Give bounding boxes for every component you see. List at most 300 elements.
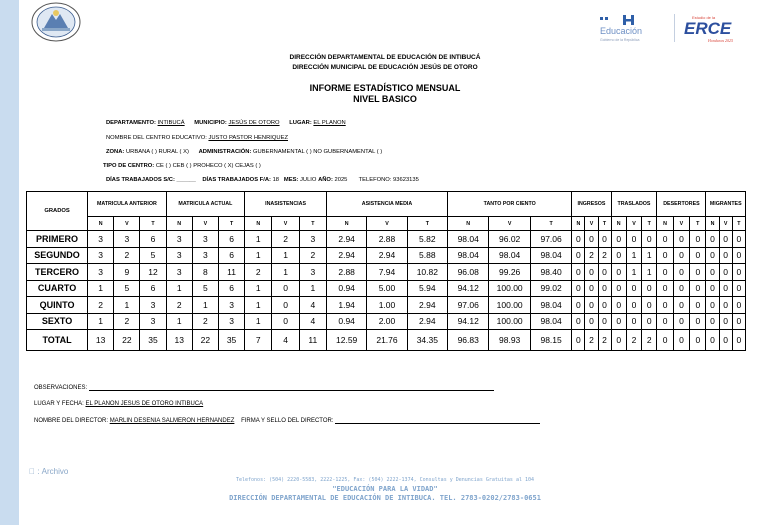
erce-logo-top: Estudio de la: [692, 15, 716, 20]
value-cell: 99.26: [489, 264, 530, 281]
value-cell: 0: [642, 231, 657, 248]
value-cell: 1: [166, 280, 192, 297]
value-cell: 0: [272, 280, 299, 297]
value-cell: 0.94: [326, 313, 366, 330]
erce-logo-text: ERCE: [684, 19, 732, 38]
value-cell: 12: [140, 264, 166, 281]
subcol-header: T: [598, 217, 611, 231]
value-cell: 0: [572, 280, 585, 297]
value-cell: 22: [114, 330, 140, 351]
grado-cell: TERCERO: [27, 264, 88, 281]
value-cell: 98.04: [530, 247, 571, 264]
value-cell: 0: [598, 264, 611, 281]
firma-line: [335, 417, 540, 424]
value-cell: 0: [585, 264, 598, 281]
value-cell: 0: [611, 297, 626, 314]
value-cell: 0: [706, 330, 719, 351]
value-cell: 0: [611, 280, 626, 297]
value-cell: 5.00: [367, 280, 407, 297]
value-cell: 2: [626, 330, 641, 351]
group-header: TRASLADOS: [611, 192, 657, 217]
value-cell: 0: [732, 313, 745, 330]
value-cell: 0: [690, 280, 706, 297]
footer-address: DIRECCIÓN DEPARTAMENTAL DE EDUCACIÓN DE INTIBUCA. TEL. 2783-0202/2783-0651: [229, 494, 541, 502]
subcol-header: T: [732, 217, 745, 231]
value-cell: 3: [88, 231, 114, 248]
value-cell: 2.88: [326, 264, 366, 281]
administracion-label: ADMINISTRACIÓN:: [198, 149, 252, 155]
value-cell: 2.94: [326, 247, 366, 264]
subcol-header: T: [530, 217, 571, 231]
table-body: [27, 231, 746, 351]
value-cell: 0: [585, 231, 598, 248]
mes-value: JULIO: [300, 177, 317, 183]
subcol-header: T: [642, 217, 657, 231]
table-header-subcols: [27, 217, 746, 231]
lugar-fecha-value: EL PLANON JESUS DE OTORO INTIBUCA: [85, 401, 204, 407]
table-row: [27, 264, 746, 281]
centro-label: NOMBRE DEL CENTRO EDUCATIVO:: [106, 135, 207, 141]
value-cell: 7.94: [367, 264, 407, 281]
value-cell: 12.59: [326, 330, 366, 351]
value-cell: 0: [732, 264, 745, 281]
value-cell: 100.00: [489, 280, 530, 297]
subcol-header: V: [489, 217, 530, 231]
subcol-header: V: [626, 217, 641, 231]
centro-value: JUSTO PASTOR HENRIQUEZ: [208, 135, 288, 141]
value-cell: 0: [585, 280, 598, 297]
value-cell: 0: [585, 297, 598, 314]
value-cell: 98.93: [489, 330, 530, 351]
value-cell: 0: [719, 330, 732, 351]
value-cell: 6: [140, 280, 166, 297]
archivo-label: : Archivo: [29, 467, 60, 476]
educacion-logo-subtext: Gobierno de la República: [600, 38, 640, 42]
value-cell: 21.76: [367, 330, 407, 351]
value-cell: 0: [706, 313, 719, 330]
value-cell: 0: [732, 330, 745, 351]
anio-label: AÑO:: [318, 177, 333, 183]
value-cell: 0: [572, 330, 585, 351]
value-cell: 0: [626, 280, 641, 297]
value-cell: 2: [598, 247, 611, 264]
report-title-block: [200, 83, 570, 105]
subcol-header: V: [272, 217, 299, 231]
grado-cell: PRIMERO: [27, 231, 88, 248]
value-cell: 1: [245, 297, 272, 314]
header-logos: [598, 12, 748, 44]
value-cell: 1: [642, 247, 657, 264]
table-row: [27, 280, 746, 297]
value-cell: 5: [140, 247, 166, 264]
grados-header: GRADOS: [27, 192, 88, 231]
value-cell: 0: [719, 247, 732, 264]
footer-phones: Telefonos: (504) 2220-5583, 2222-1225, Fax: (504) 2222-1374, Consultas y Denuncias Gratuitas al 104: [235, 477, 534, 483]
value-cell: 9: [114, 264, 140, 281]
value-cell: 0: [657, 313, 673, 330]
table-row: [27, 297, 746, 314]
director-row: [34, 417, 540, 424]
value-cell: 0: [657, 280, 673, 297]
subcol-header: V: [673, 217, 689, 231]
educacion-logo-text: Educación: [600, 26, 643, 36]
value-cell: 0: [657, 247, 673, 264]
value-cell: 1: [192, 297, 218, 314]
value-cell: 2: [299, 247, 326, 264]
group-header: INGRESOS: [572, 192, 611, 217]
value-cell: 3: [166, 264, 192, 281]
observaciones-row: [34, 384, 494, 391]
value-cell: 0: [673, 330, 689, 351]
value-cell: 0: [673, 313, 689, 330]
value-cell: 0: [673, 297, 689, 314]
dias-fa-value: 18: [272, 177, 280, 183]
grado-cell: SEGUNDO: [27, 247, 88, 264]
value-cell: 1: [626, 264, 641, 281]
value-cell: 0: [690, 313, 706, 330]
value-cell: 2.88: [367, 231, 407, 248]
subcol-header: T: [218, 217, 244, 231]
value-cell: 35: [140, 330, 166, 351]
value-cell: 1: [642, 264, 657, 281]
value-cell: 0: [732, 280, 745, 297]
subcol-header: N: [166, 217, 192, 231]
value-cell: 5.94: [407, 280, 447, 297]
value-cell: 11: [218, 264, 244, 281]
value-cell: 1: [114, 297, 140, 314]
header-line-2: DIRECCIÓN MUNICIPAL DE EDUCACIÓN JESÚS DE OTORO: [292, 64, 478, 71]
value-cell: 0: [642, 280, 657, 297]
value-cell: 2: [585, 330, 598, 351]
value-cell: 13: [88, 330, 114, 351]
value-cell: 96.83: [448, 330, 489, 351]
value-cell: 0: [572, 264, 585, 281]
value-cell: 3: [88, 247, 114, 264]
tipo-centro-value: CE ( ) CEB ( ) PROHECO ( X) CEJAS ( ): [155, 163, 261, 169]
value-cell: 0: [611, 313, 626, 330]
value-cell: 0: [572, 297, 585, 314]
value-cell: 2: [166, 297, 192, 314]
info-row-centro: [106, 135, 288, 141]
value-cell: 0: [719, 313, 732, 330]
value-cell: 0: [598, 297, 611, 314]
dias-fa-label: DÍAS TRABAJADOS F/A:: [202, 177, 271, 183]
value-cell: 3: [299, 231, 326, 248]
value-cell: 0: [657, 330, 673, 351]
value-cell: 0: [657, 231, 673, 248]
value-cell: 0: [732, 297, 745, 314]
municipio-value: JESÚS DE OTORO: [228, 120, 280, 126]
value-cell: 1: [272, 247, 299, 264]
educacion-erce-logo: [598, 12, 748, 44]
value-cell: 94.12: [448, 313, 489, 330]
value-cell: 0: [572, 231, 585, 248]
value-cell: 0: [572, 313, 585, 330]
value-cell: 35: [218, 330, 244, 351]
report-subtitle: NIVEL BASICO: [353, 94, 417, 104]
value-cell: 0: [642, 297, 657, 314]
value-cell: 3: [218, 313, 244, 330]
value-cell: 6: [218, 247, 244, 264]
value-cell: 6: [140, 231, 166, 248]
value-cell: 3: [218, 297, 244, 314]
value-cell: 1.94: [326, 297, 366, 314]
subcol-header: V: [585, 217, 598, 231]
firma-label: FIRMA Y SELLO DEL DIRECTOR:: [241, 418, 334, 424]
value-cell: 0: [732, 231, 745, 248]
value-cell: 10.82: [407, 264, 447, 281]
value-cell: 11: [299, 330, 326, 351]
footer-slogan: "EDUCACIÓN PARA LA VIDAD": [332, 485, 438, 493]
value-cell: 3: [299, 264, 326, 281]
value-cell: 98.04: [448, 247, 489, 264]
observaciones-label: OBSERVACIONES:: [34, 385, 88, 391]
value-cell: 3: [140, 313, 166, 330]
subcol-header: T: [299, 217, 326, 231]
value-cell: 3: [192, 247, 218, 264]
administracion-value: GUBERNAMENTAL ( ) NO GUBERNAMENTAL ( ): [253, 149, 383, 155]
value-cell: 0: [690, 247, 706, 264]
value-cell: 0: [706, 264, 719, 281]
group-header: INASISTENCIAS: [245, 192, 327, 217]
info-row-dias: [106, 177, 419, 183]
info-row-location: [106, 120, 346, 126]
value-cell: 94.12: [448, 280, 489, 297]
value-cell: 1: [166, 313, 192, 330]
subcol-header: T: [140, 217, 166, 231]
value-cell: 0: [611, 247, 626, 264]
zona-value: URBANA ( ) RURAL ( X): [125, 149, 189, 155]
value-cell: 8: [192, 264, 218, 281]
telefono: TELEFONO: 93623135: [358, 177, 419, 183]
statistics-table: [26, 191, 746, 351]
value-cell: 2.94: [407, 313, 447, 330]
value-cell: 0: [690, 231, 706, 248]
value-cell: 7: [245, 330, 272, 351]
value-cell: 96.08: [448, 264, 489, 281]
value-cell: 97.06: [448, 297, 489, 314]
report-title: INFORME ESTADÍSTICO MENSUAL: [309, 83, 461, 93]
value-cell: 0: [626, 231, 641, 248]
table-row: [27, 247, 746, 264]
group-header: MIGRANTES: [706, 192, 746, 217]
observaciones-line: [89, 384, 494, 391]
value-cell: 99.02: [530, 280, 571, 297]
value-cell: 0: [585, 313, 598, 330]
value-cell: 0.94: [326, 280, 366, 297]
value-cell: 2: [114, 247, 140, 264]
header-line-1: DIRECCIÓN DEPARTAMENTAL DE EDUCACIÓN DE INTIBUCÁ: [289, 54, 481, 61]
value-cell: 2: [272, 231, 299, 248]
value-cell: 0: [719, 280, 732, 297]
value-cell: 2: [114, 313, 140, 330]
value-cell: 0: [690, 330, 706, 351]
value-cell: 97.06: [530, 231, 571, 248]
value-cell: 0: [611, 231, 626, 248]
value-cell: 0: [719, 231, 732, 248]
erce-logo-year: Honduras 2025: [708, 38, 734, 43]
group-header: DESERTORES: [657, 192, 706, 217]
value-cell: 2: [642, 330, 657, 351]
subcol-header: V: [192, 217, 218, 231]
subcol-header: N: [326, 217, 366, 231]
value-cell: 1: [245, 231, 272, 248]
value-cell: 0: [611, 330, 626, 351]
left-margin-bar: [0, 0, 19, 525]
value-cell: 0: [673, 247, 689, 264]
info-row-zona: [106, 149, 382, 155]
table-row: [27, 330, 746, 351]
value-cell: 0: [719, 297, 732, 314]
departamento-value: INTIBUCÁ: [157, 120, 185, 126]
subcol-header: V: [367, 217, 407, 231]
value-cell: 0: [673, 264, 689, 281]
value-cell: 0: [690, 264, 706, 281]
group-header: MATRICULA ACTUAL: [166, 192, 245, 217]
value-cell: 0: [272, 297, 299, 314]
value-cell: 1: [245, 313, 272, 330]
departamento-label: DEPARTAMENTO:: [106, 120, 156, 126]
value-cell: 100.00: [489, 313, 530, 330]
value-cell: 3: [88, 264, 114, 281]
value-cell: 5.82: [407, 231, 447, 248]
value-cell: 34.35: [407, 330, 447, 351]
grado-cell: QUINTO: [27, 297, 88, 314]
mes-label: MES:: [283, 177, 299, 183]
value-cell: 1: [88, 313, 114, 330]
value-cell: 0: [706, 280, 719, 297]
value-cell: 0: [706, 231, 719, 248]
value-cell: 1: [626, 247, 641, 264]
subcol-header: N: [657, 217, 673, 231]
value-cell: 3: [166, 247, 192, 264]
value-cell: 0: [598, 231, 611, 248]
value-cell: 100.00: [489, 297, 530, 314]
value-cell: 0: [706, 247, 719, 264]
lugar-fecha-label: LUGAR Y FECHA:: [34, 401, 84, 407]
value-cell: 2.94: [407, 297, 447, 314]
value-cell: 2: [245, 264, 272, 281]
value-cell: 1: [272, 264, 299, 281]
value-cell: 0: [642, 313, 657, 330]
subcol-header: V: [719, 217, 732, 231]
value-cell: 1: [299, 280, 326, 297]
group-header: MATRICULA ANTERIOR: [88, 192, 167, 217]
value-cell: 2: [192, 313, 218, 330]
subcol-header: N: [245, 217, 272, 231]
grado-cell: TOTAL: [27, 330, 88, 351]
value-cell: 98.15: [530, 330, 571, 351]
subcol-header: T: [407, 217, 447, 231]
director-value: MARLIN DESENIA SALMERON HERNANDEZ: [109, 418, 235, 424]
value-cell: 98.04: [530, 297, 571, 314]
value-cell: 0: [611, 264, 626, 281]
value-cell: 98.04: [489, 247, 530, 264]
value-cell: 4: [299, 297, 326, 314]
lugar-label: LUGAR:: [289, 120, 312, 126]
value-cell: 98.04: [530, 313, 571, 330]
value-cell: 5.88: [407, 247, 447, 264]
value-cell: 6: [218, 280, 244, 297]
lugar-value: EL PLANON: [313, 120, 346, 126]
honduras-seal-logo: [30, 2, 82, 42]
value-cell: 0: [272, 313, 299, 330]
group-header: TANTO POR CIENTO: [448, 192, 572, 217]
value-cell: 98.40: [530, 264, 571, 281]
group-header: ASISTENCIA MEDIA: [326, 192, 447, 217]
subcol-header: V: [114, 217, 140, 231]
value-cell: 0: [732, 247, 745, 264]
value-cell: 1: [88, 280, 114, 297]
subcol-header: N: [611, 217, 626, 231]
value-cell: 0: [690, 297, 706, 314]
value-cell: 0: [598, 313, 611, 330]
table-row: [27, 231, 746, 248]
value-cell: 2: [88, 297, 114, 314]
value-cell: 0: [719, 264, 732, 281]
table-row: [27, 313, 746, 330]
value-cell: 0: [598, 280, 611, 297]
value-cell: 2.94: [367, 247, 407, 264]
header-directions: [200, 53, 570, 73]
value-cell: 2: [585, 247, 598, 264]
value-cell: 3: [140, 297, 166, 314]
zona-label: ZONA:: [106, 149, 125, 155]
subcol-header: N: [706, 217, 719, 231]
value-cell: 1: [245, 247, 272, 264]
subcol-header: N: [88, 217, 114, 231]
value-cell: 1.00: [367, 297, 407, 314]
value-cell: 4: [299, 313, 326, 330]
dias-sc: DÍAS TRABAJADOS S/C: ______: [106, 177, 196, 183]
value-cell: 0: [673, 231, 689, 248]
value-cell: 6: [218, 231, 244, 248]
value-cell: 3: [166, 231, 192, 248]
value-cell: 0: [626, 297, 641, 314]
grado-cell: CUARTO: [27, 280, 88, 297]
grado-cell: SEXTO: [27, 313, 88, 330]
value-cell: 0: [706, 297, 719, 314]
subcol-header: T: [690, 217, 706, 231]
value-cell: 0: [657, 297, 673, 314]
value-cell: 2: [598, 330, 611, 351]
municipio-label: MUNICIPIO:: [194, 120, 227, 126]
value-cell: 4: [272, 330, 299, 351]
value-cell: 2.00: [367, 313, 407, 330]
value-cell: 98.04: [448, 231, 489, 248]
value-cell: 3: [114, 231, 140, 248]
value-cell: 5: [114, 280, 140, 297]
value-cell: 1: [245, 280, 272, 297]
lugar-fecha-row: [34, 401, 203, 407]
value-cell: 96.02: [489, 231, 530, 248]
value-cell: 3: [192, 231, 218, 248]
anio-value: 2025: [334, 177, 348, 183]
value-cell: 0: [657, 264, 673, 281]
value-cell: 13: [166, 330, 192, 351]
value-cell: 0: [673, 280, 689, 297]
value-cell: 0: [626, 313, 641, 330]
subcol-header: N: [572, 217, 585, 231]
value-cell: 22: [192, 330, 218, 351]
value-cell: 0: [572, 247, 585, 264]
table-header-groups: [27, 192, 746, 217]
info-row-tipo: [103, 163, 261, 169]
director-label: NOMBRE DEL DIRECTOR:: [34, 418, 109, 424]
value-cell: 5: [192, 280, 218, 297]
subcol-header: N: [448, 217, 489, 231]
value-cell: 2.94: [326, 231, 366, 248]
